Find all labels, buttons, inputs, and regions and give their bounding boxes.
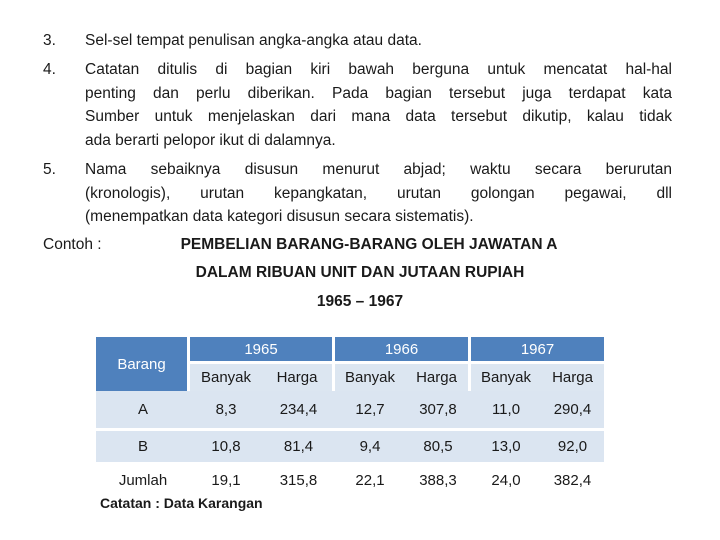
table-cell: 19,1: [190, 462, 262, 496]
item-text: [85, 158, 672, 229]
year-header-1966: 1966: [335, 337, 471, 364]
table-title-line-2: DALAM RIBUAN UNIT DAN JUTAAN RUPIAH: [195, 264, 525, 281]
item-line: Sel-sel tempat penulisan angka-angka atau data.: [85, 32, 422, 49]
table-row: [96, 428, 604, 462]
table-cell: 11,0: [471, 391, 541, 428]
table-cell: 388,3: [405, 462, 471, 496]
row-label: B: [96, 428, 190, 462]
table-cell: 22,1: [335, 462, 405, 496]
item-line: penting dan perlu diberikan. Pada bagian tersebut juga terdapat kata: [85, 84, 672, 102]
table-cell: 81,4: [262, 428, 335, 462]
table-cell: 10,8: [190, 428, 262, 462]
sub-header-harga: Harga: [262, 364, 335, 391]
table-cell: 290,4: [541, 391, 604, 428]
year-header-1967: 1967: [471, 337, 604, 364]
table-cell: 80,5: [405, 428, 471, 462]
sub-header-banyak: Banyak: [471, 364, 541, 391]
table-cell: 307,8: [405, 391, 471, 428]
item-number: 5.: [43, 161, 56, 178]
table-cell: 24,0: [471, 462, 541, 496]
example-label: Contoh :: [43, 236, 102, 253]
sub-header-banyak: Banyak: [190, 364, 262, 391]
table-cell: 8,3: [190, 391, 262, 428]
row-header-barang: Barang: [96, 337, 190, 391]
item-text: [85, 29, 672, 53]
item-line: (kronologis), urutan kepangkatan, urutan golongan pegawai, dll: [85, 184, 672, 202]
item-line: (menempatkan data kategori disusun secara sistematis).: [85, 208, 474, 226]
table-cell: 382,4: [541, 462, 604, 496]
row-label: A: [96, 391, 190, 428]
table-cell: 12,7: [335, 391, 405, 428]
table-note: Catatan : Data Karangan: [100, 495, 263, 511]
item-line: Nama sebaiknya disusun menurut abjad; waktu secara berurutan: [85, 161, 672, 178]
row-label: Jumlah: [96, 462, 190, 496]
table-title-line-1: PEMBELIAN BARANG-BARANG OLEH JAWATAN A: [180, 236, 558, 253]
purchase-table: [96, 337, 604, 496]
table-row-total: [96, 462, 604, 496]
table-title-line-3: 1965 – 1967: [316, 293, 404, 310]
item-number: 3.: [43, 32, 56, 49]
table-cell: 9,4: [335, 428, 405, 462]
table-cell: 234,4: [262, 391, 335, 428]
table-cell: 92,0: [541, 428, 604, 462]
sub-header-banyak: Banyak: [335, 364, 405, 391]
item-line: ada berarti pelopor ikut di dalamnya.: [85, 131, 336, 149]
year-header-1965: 1965: [190, 337, 335, 364]
item-number: 4.: [43, 61, 56, 78]
table-cell: 315,8: [262, 462, 335, 496]
item-text: [85, 58, 672, 152]
sub-header-harga: Harga: [541, 364, 604, 391]
item-line: Catatan ditulis di bagian kiri bawah berguna untuk mencatat hal-hal: [85, 61, 672, 78]
table-row: [96, 391, 604, 428]
item-line: Sumber untuk menjelaskan dari mana data tersebut dikutip, kalau tidak: [85, 108, 672, 126]
table-cell: 13,0: [471, 428, 541, 462]
sub-header-harga: Harga: [405, 364, 471, 391]
